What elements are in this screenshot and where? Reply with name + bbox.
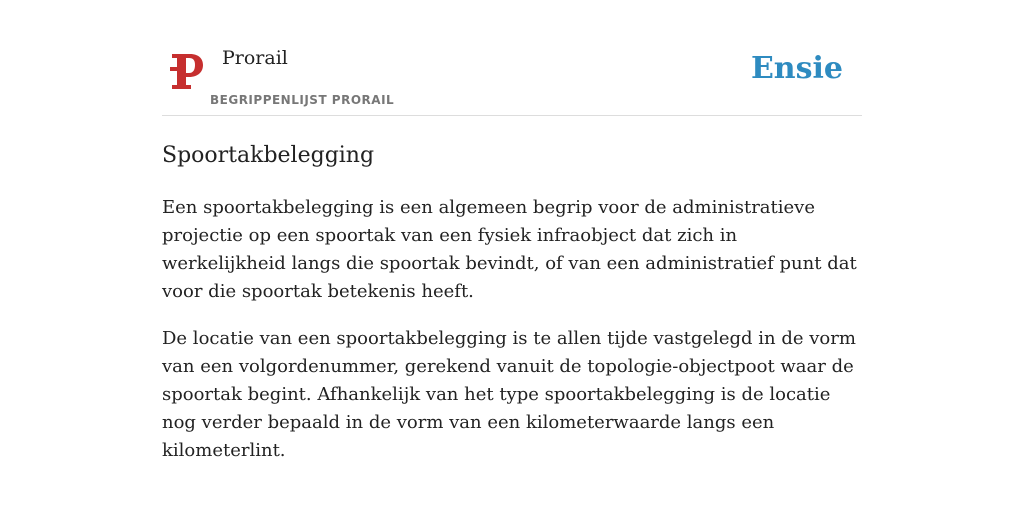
definition-body — [162, 194, 862, 465]
ensie-brand-link[interactable]: Ensie — [750, 51, 843, 86]
term-title: Spoortakbelegging — [162, 143, 375, 168]
section-label[interactable]: BEGRIPPENLIJST PRORAIL — [210, 93, 395, 107]
definition-paragraph: De locatie van een spoortakbelegging is te allen tijde vastgelegd in de vorm van een volgordenummer, gerekend vanuit de topologie-objectpoot waar de spoortak begint. Afhankelijk van het type spoortakbelegging is de locatie nog verder bepaald in de vorm van een kilometerwaarde langs een kilometerlint. — [162, 328, 856, 461]
prorail-p-logo-icon[interactable] — [170, 51, 204, 91]
header — [162, 0, 862, 116]
publisher-name[interactable]: Prorail — [222, 47, 288, 69]
entry-card — [162, 0, 862, 512]
definition-paragraph: Een spoortakbelegging is een algemeen begrip voor de administratieve projectie op een spoortak van een fysiek infraobject dat zich in werkelijkheid langs die spoortak bevindt, of van een administratief punt dat voor die spoortak betekenis heeft. — [162, 197, 857, 302]
